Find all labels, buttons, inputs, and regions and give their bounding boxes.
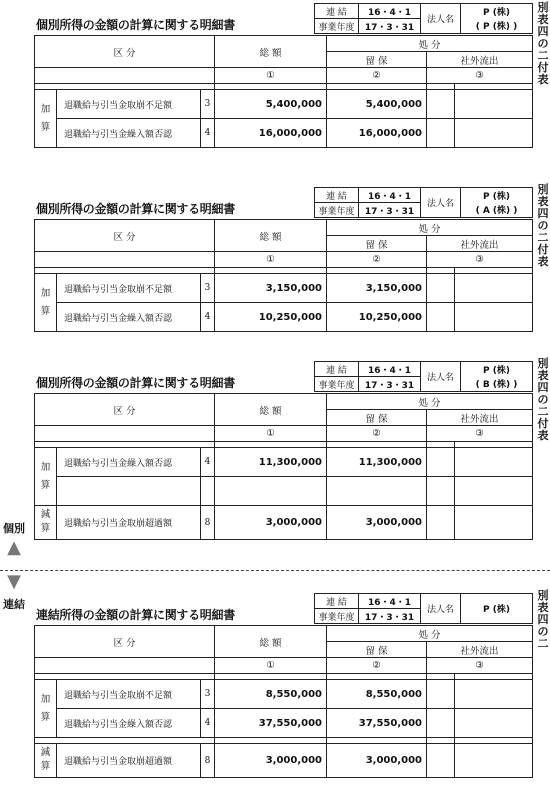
period-label-2: 事業年度 (315, 19, 359, 34)
row-number: 3 (201, 274, 215, 303)
corp-sub-name: ( P (株) ) (461, 19, 533, 34)
retained-value: 10,250,000 (327, 303, 427, 332)
detail-table (34, 625, 533, 778)
retained-value: 11,300,000 (327, 448, 427, 477)
kobetsu-indicator (0, 520, 28, 556)
col-2: ② (327, 658, 427, 674)
row-label: 退職給与引当金取崩不足額 (57, 274, 201, 303)
kubun-header: 区 分 (35, 36, 215, 68)
row-number: 4 (201, 119, 215, 148)
form-title: 個別所得の金額の計算に関する明細書 (36, 376, 235, 390)
period-header (314, 187, 533, 218)
period-from: 16・4・1 (359, 188, 421, 203)
period-header (314, 361, 533, 392)
detail-table (34, 393, 533, 540)
divider (0, 570, 550, 571)
total-value: 5,400,000 (215, 90, 327, 119)
period-label-1: 連 結 (315, 4, 359, 19)
col-3: ③ (427, 252, 533, 268)
category-gensan: 減算 (35, 506, 57, 540)
period-header (314, 3, 533, 34)
side-label: 別表四の二付表 (537, 357, 549, 442)
row-label: 退職給与引当金繰入額否認 (57, 448, 201, 477)
corp-sub-name: ( A (株) ) (461, 203, 533, 218)
shobun-header: 処 分 (327, 220, 533, 236)
period-label-2: 事業年度 (315, 203, 359, 218)
shagai-header: 社外流出 (427, 236, 533, 252)
col-3: ③ (427, 658, 533, 674)
row-label: 退職給与引当金取崩不足額 (57, 90, 201, 119)
period-label-1: 連 結 (315, 362, 359, 377)
corp-sub-name: ( B (株) ) (461, 377, 533, 392)
corp-name: P (株) (461, 594, 533, 624)
row-number: 3 (201, 680, 215, 709)
retained-value: 3,000,000 (327, 744, 427, 778)
row-label: 退職給与引当金取崩不足額 (57, 680, 201, 709)
corp-name: P (株) (461, 4, 533, 19)
category-kasan: 加 算 (35, 274, 57, 332)
period-label-1: 連 結 (315, 594, 359, 609)
total-value: 8,550,000 (215, 680, 327, 709)
retained-value (327, 477, 427, 506)
total-value: 3,000,000 (215, 506, 327, 540)
col-1: ① (215, 426, 327, 442)
sogaku-header: 総 額 (215, 36, 327, 68)
period-from: 16・4・1 (359, 594, 421, 609)
sogaku-header: 総 額 (215, 626, 327, 658)
shobun-header: 処 分 (327, 626, 533, 642)
ryuho-header: 留 保 (327, 52, 427, 68)
period-from: 16・4・1 (359, 4, 421, 19)
period-label-1: 連 結 (315, 188, 359, 203)
detail-table (34, 219, 533, 332)
retained-value: 37,550,000 (327, 709, 427, 738)
col-1: ① (215, 252, 327, 268)
arrow-down-icon: ▼ (7, 571, 21, 592)
col-3: ③ (427, 426, 533, 442)
category-kasan: 加 算 (35, 448, 57, 506)
period-from: 16・4・1 (359, 362, 421, 377)
renketsu-label: 連結 (3, 598, 25, 611)
row-label (57, 477, 201, 506)
shobun-header: 処 分 (327, 36, 533, 52)
corp-label: 法人名 (421, 594, 461, 624)
ryuho-header: 留 保 (327, 410, 427, 426)
corp-name: P (株) (461, 188, 533, 203)
kubun-header: 区 分 (35, 394, 215, 426)
col-3: ③ (427, 68, 533, 84)
row-number: 3 (201, 90, 215, 119)
detail-table (34, 35, 533, 148)
form-title: 個別所得の金額の計算に関する明細書 (36, 18, 235, 32)
form-3 (0, 358, 550, 568)
period-header (314, 593, 533, 624)
period-to: 17・3・31 (359, 609, 421, 624)
kubun-header: 区 分 (35, 626, 215, 658)
form-2 (0, 184, 550, 374)
ryuho-header: 留 保 (327, 642, 427, 658)
form-4 (0, 590, 550, 788)
retained-value: 16,000,000 (327, 119, 427, 148)
col-2: ② (327, 68, 427, 84)
total-value: 37,550,000 (215, 709, 327, 738)
total-value (215, 477, 327, 506)
col-1: ① (215, 68, 327, 84)
form-title: 連結所得の金額の計算に関する明細書 (36, 608, 235, 622)
arrow-up-icon: ▲ (7, 537, 21, 558)
row-label: 退職給与引当金繰入額否認 (57, 303, 201, 332)
row-number: 4 (201, 709, 215, 738)
shobun-header: 処 分 (327, 394, 533, 410)
category-kasan: 加 算 (35, 680, 57, 738)
kubun-header: 区 分 (35, 220, 215, 252)
form-1 (0, 0, 550, 190)
retained-value: 8,550,000 (327, 680, 427, 709)
total-value: 3,000,000 (215, 744, 327, 778)
form-title: 個別所得の金額の計算に関する明細書 (36, 202, 235, 216)
total-value: 11,300,000 (215, 448, 327, 477)
shagai-header: 社外流出 (427, 642, 533, 658)
side-label: 別表四の二 (537, 589, 549, 650)
category-kasan: 加 算 (35, 90, 57, 148)
kobetsu-label: 個別 (3, 522, 25, 535)
side-label: 別表四の二付表 (537, 1, 549, 86)
corp-name: P (株) (461, 362, 533, 377)
sogaku-header: 総 額 (215, 220, 327, 252)
total-value: 3,150,000 (215, 274, 327, 303)
ryuho-header: 留 保 (327, 236, 427, 252)
period-label-2: 事業年度 (315, 377, 359, 392)
period-to: 17・3・31 (359, 377, 421, 392)
retained-value: 3,150,000 (327, 274, 427, 303)
total-value: 10,250,000 (215, 303, 327, 332)
corp-label: 法人名 (421, 188, 461, 218)
row-label: 退職給与引当金繰入額否認 (57, 709, 201, 738)
period-to: 17・3・31 (359, 203, 421, 218)
period-label-2: 事業年度 (315, 609, 359, 624)
side-label: 別表四の二付表 (537, 183, 549, 268)
sogaku-header: 総 額 (215, 394, 327, 426)
col-2: ② (327, 426, 427, 442)
retained-value: 3,000,000 (327, 506, 427, 540)
row-number (201, 477, 215, 506)
corp-label: 法人名 (421, 4, 461, 34)
row-number: 4 (201, 448, 215, 477)
col-1: ① (215, 658, 327, 674)
row-number: 4 (201, 303, 215, 332)
shagai-header: 社外流出 (427, 410, 533, 426)
row-number: 8 (201, 506, 215, 540)
category-gensan: 減算 (35, 744, 57, 778)
col-2: ② (327, 252, 427, 268)
shagai-header: 社外流出 (427, 52, 533, 68)
row-number: 8 (201, 744, 215, 778)
row-label: 退職給与引当金取崩超過額 (57, 506, 201, 540)
row-label: 退職給与引当金取崩超過額 (57, 744, 201, 778)
total-value: 16,000,000 (215, 119, 327, 148)
row-label: 退職給与引当金繰入額否認 (57, 119, 201, 148)
corp-label: 法人名 (421, 362, 461, 392)
retained-value: 5,400,000 (327, 90, 427, 119)
period-to: 17・3・31 (359, 19, 421, 34)
